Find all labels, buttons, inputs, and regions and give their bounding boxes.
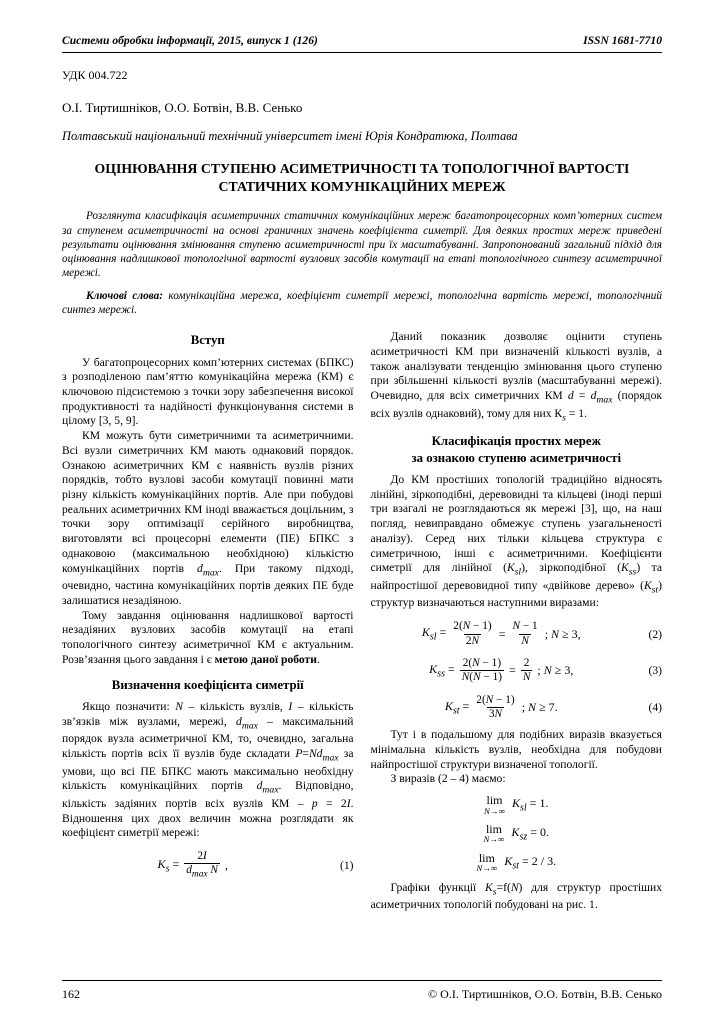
paragraph-graphs: Графіки функції $K_s=f(N)$ для структур простіших асиметричних топологій побудовані на рис. 1. bbox=[370, 880, 662, 912]
equation-4-lhs: $K_{st}$ = bbox=[444, 698, 470, 717]
fraction bbox=[521, 657, 533, 685]
fraction-denominator: 3N bbox=[488, 707, 503, 720]
fraction bbox=[474, 694, 516, 722]
keywords-paragraph bbox=[62, 289, 662, 317]
limit-word: lim bbox=[478, 850, 495, 865]
equation-2-tail: ; N ≥ 3, bbox=[544, 626, 581, 641]
fraction bbox=[451, 620, 493, 648]
paragraph-minimum-nodes: Тут і в подальшому для подібних виразів вказується мінімальна кількість вузлів, необхідна для побудови найпростішої структури визначеної топології. bbox=[370, 728, 662, 771]
affiliation-line: Полтавський національний технічний університет імені Юрія Кондратюка, Полтава bbox=[62, 129, 518, 143]
keywords-label: Ключові слова: bbox=[86, 289, 163, 302]
equation-2 bbox=[371, 620, 663, 648]
equation-1-number: (1) bbox=[339, 858, 354, 872]
equation-3-lhs: $K_{ss}$ = bbox=[429, 661, 455, 680]
equation-1-lhs: $K_s$ = bbox=[157, 856, 180, 875]
section-heading-definition: Визначення коефіцієнта симетрії bbox=[111, 677, 304, 692]
equation-1-body bbox=[62, 850, 324, 881]
paper-title-line1: ОЦІНЮВАННЯ СТУПЕНЮ АСИМЕТРИЧНОСТІ ТА ТОПОЛОГІЧНОЇ ВАРТОСТІ bbox=[94, 161, 630, 176]
limit-result: $K_{sl} = 1$. bbox=[511, 796, 549, 814]
fraction bbox=[460, 657, 504, 685]
fraction bbox=[510, 620, 539, 648]
section-heading-classification-line1: Класифікація простих мереж bbox=[431, 434, 601, 449]
equation-2-number: (2) bbox=[648, 627, 662, 641]
fraction-denominator: 2N bbox=[465, 634, 480, 647]
limit-operator bbox=[484, 794, 505, 816]
limit-expression-1 bbox=[371, 794, 663, 816]
limit-expression-3 bbox=[371, 852, 663, 874]
paragraph-definition-1: Якщо позначити: N – кількість вузлів, I – кількість зв’язків між вузлами, мережі, $d_{max}$ – максимальний порядок вузла асиметричної КМ, то, очевидно, загальна кількість портів всіх її вузлів буде складати $P=Nd_{max}$ за умови, що всі ПЕ БПКС мають максимально необхідну кількість комунікаційних портів $d_{max}$. Відповідно, кількість задіяних портів всіх вузлів КМ – p = 2I. Відношення цих двох величин можна розглядати як коефіцієнт симетрії мережі: bbox=[62, 699, 354, 840]
fraction-numerator: 2(N − 1) bbox=[462, 656, 502, 669]
paragraph-intro-1: У багатопроцесорних комп’ютерних системах (БПКС) з розподіленою пам’яттю комунікаційна мережа (КМ) є ключовою підсистемою з точки зору забезпечення високої продуктивності та надійності функціонування системи в цілому [3, 5, 9]. bbox=[62, 355, 354, 428]
fraction-denominator: N bbox=[522, 671, 531, 684]
paragraph-intro-3: Тому завдання оцінювання надлишкової вартості незадіяних вузлових засобів комутації на етапі топологічного синтезу асиметричної КМ є актуальним. Розв’язання цього завдання і є метою даної роботи. bbox=[62, 608, 354, 666]
limit-subscript: N→∞ bbox=[484, 805, 505, 816]
equation-1 bbox=[62, 850, 354, 881]
equation-4 bbox=[371, 694, 663, 722]
fraction-denominator: N bbox=[521, 634, 529, 647]
fraction-numerator: 2(N − 1) bbox=[453, 620, 492, 633]
page-footer bbox=[62, 980, 662, 1002]
limit-expression-2 bbox=[371, 823, 663, 845]
section-heading-classification-line2: за ознакою ступеню асиметричності bbox=[411, 450, 622, 465]
fraction-numerator: 2I bbox=[197, 849, 207, 862]
udc-number: УДК 004.722 bbox=[62, 68, 128, 82]
limit-result: $K_{sz} = 0$. bbox=[511, 825, 550, 843]
copyright-notice: © О.І. Тиртишніков, О.О. Ботвін, В.В. Сенько bbox=[428, 987, 662, 1001]
fraction bbox=[184, 850, 220, 881]
authors-line: О.І. Тиртишніков, О.О. Ботвін, В.В. Сенько bbox=[62, 100, 303, 115]
paper-title bbox=[62, 160, 662, 196]
limit-subscript: N→∞ bbox=[476, 863, 498, 874]
fraction-denominator: $d_{max}$ N bbox=[186, 864, 218, 880]
journal-title: Системи обробки інформації, 2015, випуск 1 (126) bbox=[62, 34, 318, 47]
two-column-body bbox=[62, 330, 662, 972]
section-heading-classification bbox=[371, 433, 663, 466]
equation-3-body bbox=[371, 657, 633, 685]
equation-2-equals: = bbox=[498, 626, 506, 641]
equation-3-tail: ; N ≥ 3, bbox=[537, 663, 574, 678]
limit-operator bbox=[483, 823, 504, 845]
equation-3-equals: = bbox=[509, 663, 516, 678]
limit-word: lim bbox=[485, 821, 502, 836]
paper-title-line2: СТАТИЧНИХ КОМУНІКАЦІЙНИХ МЕРЕЖ bbox=[218, 179, 506, 195]
issn-label: ISSN 1681-7710 bbox=[583, 34, 662, 47]
fraction-numerator: 2(N − 1) bbox=[476, 693, 515, 706]
equation-2-lhs: $K_{sl}$ = bbox=[421, 625, 447, 643]
running-header bbox=[62, 34, 662, 53]
limit-word: lim bbox=[486, 793, 503, 808]
paragraph-indicator: Даний показник дозволяє оцінити ступень асиметричності КМ при визначеній кількості вузлів, а також аналізувати тенденцію змінювання цього ступеню при збільшенні кількості вузлів (масштабуванні мережі). Очевидно, для всіх симетричних КМ $d = d_{max}$ (порядок всіх вузлів однаковий), тому для них $К_s = 1$. bbox=[370, 330, 662, 423]
equation-1-tail: , bbox=[224, 857, 228, 872]
paragraph-topologies: До КМ простіших топологій традиційно відносять лінійні, зіркоподібні, деревовидні та кільцеві (іноді перші три взагалі не розглядаються як мережі [3], що, на наш погляд, невиправдано обмежує ступень узагальненості аналізу). Серед них тільки кільцева структура є симетричною, інші є асиметричними. Коефіцієнти симетрії для лінійної $(K_{sl})$, зіркоподібної $(K_{ss})$ та найпростішої деревовидної типу «двійкове дерево» $(K_{st})$ структур визначаються наступними виразами: bbox=[370, 472, 662, 610]
page-number: 162 bbox=[62, 987, 80, 1001]
paragraph-intro-2: КМ можуть бути симетричними та асиметричними. Всі вузли симетричних КМ мають однаковий порядок. Ознакою асиметричних КМ є наявність вузлів різних порядків, тобто вузлові засоби комутації повинні мати різну кількість комунікаційних портів. Але при побудові реальних асиметричних КМ іноді вважається доцільним, з точки зору оптимізації серійного виробництва, виготовляти всі процесорні елементи (ПЕ) БПКС з однаковою (максимальною необхідною) кількістю комунікаційних портів $d_{max}$. При такому підході, очевидно, частина комунікаційних портів деяких ПЕ буде залишатися незадіяною. bbox=[62, 429, 354, 607]
equation-4-body bbox=[371, 694, 633, 722]
section-heading-intro: Вступ bbox=[190, 333, 225, 348]
left-column bbox=[62, 330, 354, 972]
equation-3 bbox=[371, 657, 663, 685]
equation-4-number: (4) bbox=[648, 700, 662, 714]
equation-2-body bbox=[371, 620, 633, 648]
limit-subscript: N→∞ bbox=[483, 834, 505, 845]
limit-result: $K_{st} = 2 / 3$. bbox=[504, 853, 557, 872]
abstract-paragraph: Розглянута класифікація асиметричних статичних комунікаційних мереж багатопроцесорних комп’ютерних систем за ступенем асиметричності на основі граничних значень коефіцієнта симетрії. Для деяких простих мереж приведені результати оцінювання змінювання ступеню асиметричності при їх масштабуванні. Запропонований загальний підхід для оцінювання надлишкової топологічної вартості вузлових засобів комутації на етапі топологічного синтезу асиметричної мережі. bbox=[62, 210, 662, 279]
equation-4-tail: ; N ≥ 7. bbox=[521, 699, 558, 714]
fraction-numerator: N − 1 bbox=[512, 620, 538, 633]
equation-3-number: (3) bbox=[648, 664, 662, 678]
paragraph-from-expressions: З виразів (2 – 4) маємо: bbox=[390, 772, 506, 786]
limit-operator bbox=[476, 852, 497, 874]
fraction-denominator: N(N − 1) bbox=[461, 671, 503, 684]
keywords-text: комунікаційна мережа, коефіцієнт симетрії мережі, топологічна вартість мережі, топологічний синтез мережі. bbox=[62, 289, 662, 317]
fraction-numerator: 2 bbox=[523, 656, 530, 669]
right-column bbox=[371, 330, 663, 972]
